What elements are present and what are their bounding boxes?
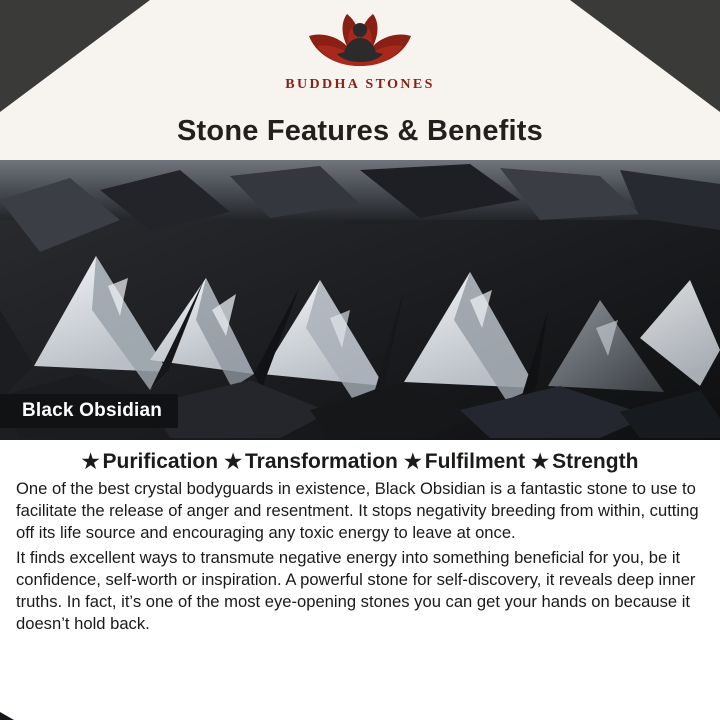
header-band [0,0,720,112]
benefit-label: Purification [102,449,219,473]
star-icon: ★ [224,450,242,473]
paragraph-2: It finds excellent ways to transmute negative energy into something beneficial for you, be it confidence, self-worth or inspiration. A powerful stone for self-discovery, it reveals deep inner truths. In fact, it’s one of the most eye-opening stones you can get your hands on because it doesn’t hold back. [16,548,696,634]
benefit-item [531,450,638,474]
title-bar [0,112,720,160]
body-copy [0,476,720,635]
benefit-label: Strength [552,449,639,473]
hero-image [0,160,720,440]
paragraph-1: One of the best crystal bodyguards in existence, Black Obsidian is a fantastic stone to use to facilitate the release of anger and resentment. It stops negativity breeding from within, cutting off its life source and encouraging any toxic energy to leave at once. [16,478,699,543]
brand-logo [0,8,720,93]
brand-name: BUDDHA STONES [285,77,435,92]
star-icon: ★ [531,450,550,473]
hero-caption: Black Obsidian [0,394,178,428]
benefit-item [224,450,398,474]
star-icon: ★ [81,450,100,473]
star-icon: ★ [403,450,422,473]
page-title: Stone Features & Benefits [177,115,543,147]
corner-accent-bottom-left [0,712,14,720]
benefits-row [0,440,720,476]
lotus-meditation-icon [285,8,435,76]
benefit-label: Fulfilment [424,449,526,473]
benefit-item [404,450,525,474]
benefit-label: Transformation [245,449,398,473]
benefit-item [82,450,218,474]
